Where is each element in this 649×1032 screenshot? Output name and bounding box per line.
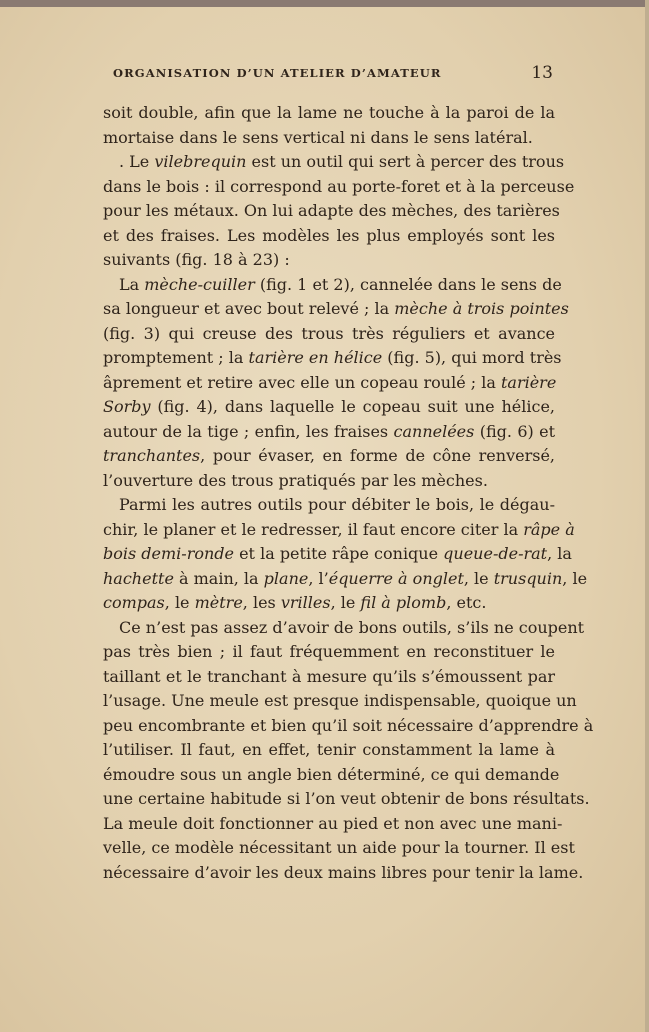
scan-top-border bbox=[0, 0, 649, 7]
text-line bbox=[103, 493, 555, 518]
page-edge bbox=[645, 0, 649, 1032]
text-line bbox=[103, 542, 572, 567]
italic-term: équerre à onglet bbox=[328, 568, 464, 588]
text-segment: . Le bbox=[119, 152, 155, 171]
body-text bbox=[103, 101, 594, 885]
text-segment: et la petite râpe conique bbox=[234, 544, 444, 563]
text-line bbox=[103, 420, 555, 445]
text-line bbox=[103, 567, 588, 592]
text-segment: l’ouverture des trous pratiqués par les mèches. bbox=[103, 470, 488, 490]
text-segment: , le bbox=[330, 593, 361, 612]
text-segment: , etc. bbox=[446, 593, 487, 612]
italic-term: tarière bbox=[500, 372, 557, 392]
text-line bbox=[103, 469, 555, 494]
text-line bbox=[103, 248, 555, 273]
text-segment: à main, la bbox=[173, 568, 264, 588]
text-segment: Ce n’est pas assez d’avoir de bons outils, s’ils ne coupent bbox=[119, 617, 585, 637]
text-segment: , la bbox=[547, 544, 572, 563]
text-line bbox=[103, 591, 555, 616]
text-segment: sa longueur et avec bout relevé ; la bbox=[103, 299, 395, 318]
text-line bbox=[103, 101, 555, 126]
text-line bbox=[103, 763, 560, 788]
text-line bbox=[103, 346, 562, 371]
text-segment: chir, le planer et le redresser, il faut encore citer la bbox=[103, 519, 524, 539]
italic-term: râpe à bbox=[523, 519, 575, 539]
text-segment: une certaine habitude si l’on veut obtenir de bons résultats. bbox=[103, 789, 590, 808]
italic-term: compas bbox=[103, 593, 165, 612]
text-segment: , l’ bbox=[308, 568, 329, 588]
text-segment: autour de la tige ; enfin, les fraises bbox=[103, 421, 394, 441]
text-segment: , le bbox=[164, 593, 195, 612]
text-segment: velle, ce modèle nécessitant un aide pour la tourner. Il est bbox=[103, 838, 575, 857]
text-segment: promptement ; la bbox=[103, 348, 249, 367]
page-number: 13 bbox=[531, 63, 553, 83]
text-segment: pour les métaux. On lui adapte des mèches, des tarières bbox=[103, 201, 560, 220]
text-segment: (fig. 3) qui creuse des trous très réguliers et avance bbox=[103, 323, 555, 343]
text-line bbox=[103, 836, 575, 861]
text-line bbox=[103, 395, 555, 420]
text-line bbox=[103, 861, 584, 886]
text-line bbox=[103, 273, 562, 298]
text-segment: l’usage. Une meule est presque indispensable, quoique un bbox=[103, 691, 577, 710]
text-segment: (fig. 6) et bbox=[474, 421, 556, 441]
text-segment: soit double, afin que la lame ne touche à la paroi de la bbox=[103, 103, 555, 122]
italic-term: vrilles bbox=[280, 593, 331, 612]
text-line bbox=[103, 199, 560, 224]
italic-term: tranchantes bbox=[103, 446, 201, 465]
text-segment: nécessaire d’avoir les deux mains libres pour tenir la lame. bbox=[103, 862, 584, 882]
text-segment: (fig. 4), dans laquelle le copeau suit une hélice, bbox=[150, 397, 555, 416]
italic-term: Sorby bbox=[103, 397, 151, 416]
italic-term: cannelées bbox=[393, 421, 475, 441]
text-segment: émoudre sous un angle bien déterminé, ce qui demande bbox=[103, 764, 560, 784]
text-line bbox=[103, 616, 585, 641]
text-line bbox=[103, 371, 555, 396]
text-segment: pas très bien ; il faut fréquemment en reconstituer le bbox=[103, 642, 555, 661]
text-line bbox=[103, 812, 563, 837]
text-line bbox=[103, 224, 555, 249]
text-segment: et des fraises. Les modèles les plus employés sont les bbox=[103, 225, 555, 245]
text-segment: est un outil qui sert à percer des trous bbox=[246, 152, 565, 171]
text-segment: Parmi les autres outils pour débiter le bois, le dégau- bbox=[119, 495, 555, 514]
page-header bbox=[113, 63, 553, 85]
running-title: ORGANISATION D’UN ATELIER D’AMATEUR bbox=[113, 66, 442, 80]
text-line bbox=[103, 787, 590, 812]
text-line bbox=[103, 322, 555, 347]
text-line bbox=[103, 738, 555, 763]
italic-term: mèche-cuiller bbox=[144, 274, 255, 294]
italic-term: trusquin bbox=[493, 568, 563, 588]
text-line bbox=[103, 126, 555, 151]
text-segment: La bbox=[119, 274, 145, 294]
text-segment: (fig. 1 et 2), cannelée dans le sens de bbox=[254, 274, 562, 294]
italic-term: mètre bbox=[194, 593, 243, 612]
text-segment: (fig. 5), qui mord très bbox=[382, 348, 562, 367]
text-segment: , les bbox=[242, 593, 281, 612]
text-line bbox=[103, 175, 575, 200]
text-line bbox=[103, 518, 575, 543]
italic-term: tarière en hélice bbox=[248, 348, 383, 367]
text-segment: mortaise dans le sens vertical ni dans le sens latéral. bbox=[103, 127, 533, 147]
text-segment: l’utiliser. Il faut, en effet, tenir constamment la lame à bbox=[103, 740, 555, 759]
text-segment: , le bbox=[562, 568, 588, 588]
italic-term: mèche à trois pointes bbox=[394, 299, 569, 318]
italic-term: queue-de-rat bbox=[443, 544, 548, 563]
italic-term: plane bbox=[263, 568, 309, 588]
text-segment: dans le bois : il correspond au porte-foret et à la perceuse bbox=[103, 176, 575, 196]
text-line bbox=[103, 714, 594, 739]
text-segment: , le bbox=[463, 568, 494, 588]
text-segment: La meule doit fonctionner au pied et non avec une mani- bbox=[103, 813, 563, 833]
italic-term: hachette bbox=[103, 568, 174, 588]
text-segment: , pour évaser, en forme de cône renversé, bbox=[200, 446, 555, 465]
italic-term: bois demi-ronde bbox=[103, 544, 234, 563]
text-line bbox=[103, 689, 577, 714]
italic-term: vilebrequin bbox=[154, 152, 247, 171]
text-line bbox=[103, 640, 555, 665]
text-segment: peu encombrante et bien qu’il soit nécessaire d’apprendre à bbox=[103, 715, 594, 735]
text-line bbox=[103, 150, 565, 175]
text-segment: suivants (fig. 18 à 23) : bbox=[103, 250, 290, 269]
text-line bbox=[103, 297, 569, 322]
text-segment: âprement et retire avec elle un copeau roulé ; la bbox=[103, 372, 501, 392]
text-segment: taillant et le tranchant à mesure qu’ils s’émoussent par bbox=[103, 666, 555, 686]
text-line bbox=[103, 665, 555, 690]
italic-term: fil à plomb bbox=[360, 593, 447, 612]
text-line bbox=[103, 444, 555, 469]
